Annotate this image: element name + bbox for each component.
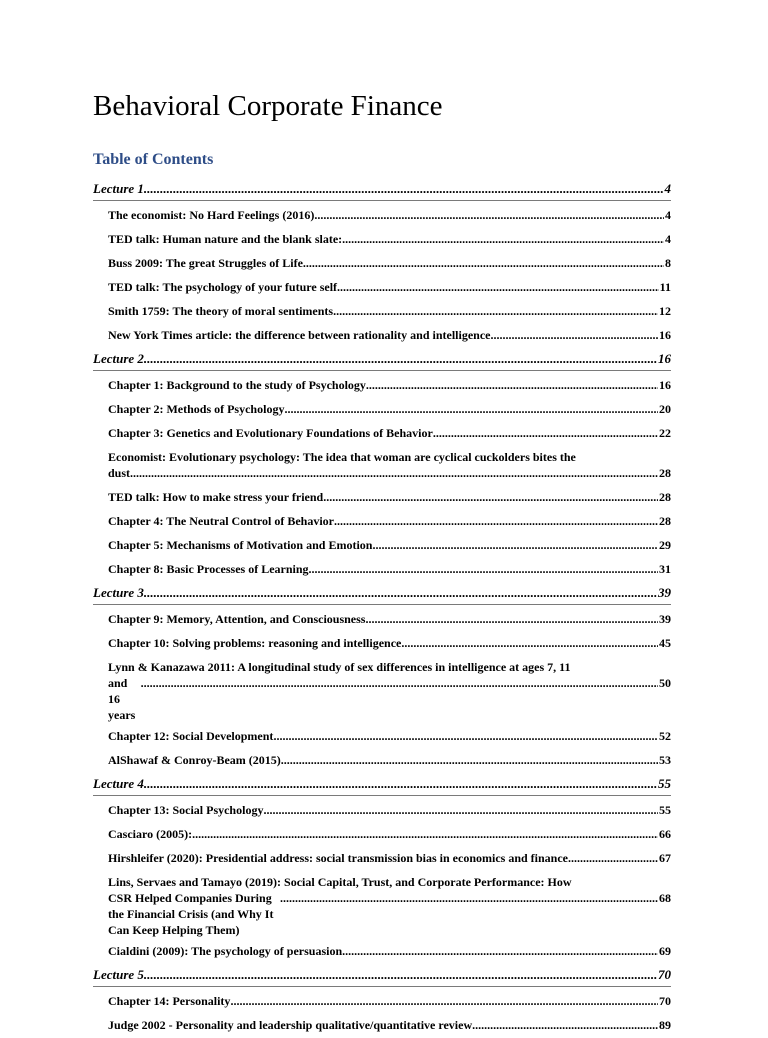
toc-item-entry[interactable] [93,252,671,276]
dot-leader [130,465,658,481]
toc-item-entry[interactable] [93,871,671,938]
dot-leader [314,207,664,223]
toc-item-entry[interactable] [93,656,671,723]
toc-entry-page: 50 [659,676,671,690]
toc-entry-page: 29 [659,538,671,552]
toc-entry-label: Chapter 4: The Neutral Control of Behavior [108,514,334,528]
toc-entry-page: 39 [658,585,671,600]
toc-entry-page: 28 [659,466,671,480]
toc-item-entry[interactable] [93,990,671,1014]
dot-leader [284,401,658,417]
toc-entry-label: Lecture 4 [93,776,144,791]
toc-entry-page: 53 [659,753,671,767]
toc-entry-label: Smith 1759: The theory of moral sentiments [108,304,334,318]
dot-leader [144,582,657,604]
toc-entry-label: Lecture 1 [93,181,144,196]
toc-item-entry[interactable] [93,847,671,871]
toc-entry-page: 16 [659,378,671,392]
toc-item-entry[interactable] [93,632,671,656]
toc-entry-page: 45 [659,636,671,650]
toc-entry-page: 28 [659,514,671,528]
dot-leader [263,802,658,818]
toc-entry-page: 8 [665,256,671,270]
toc-entry-label: Chapter 12: Social Development [108,729,274,743]
toc-entry-label: Judge 2002 - Personality and leadership qualitative/quantitative review [108,1018,473,1032]
toc-entry-label: Chapter 9: Memory, Attention, and Consciousness [108,612,366,626]
dot-leader [273,728,658,744]
toc-entry-label: Lecture 3 [93,585,144,600]
toc-heading: Table of Contents [93,151,214,168]
dot-leader [141,675,658,691]
toc-item-entry[interactable] [93,725,671,749]
dot-leader [490,327,658,343]
dot-leader [334,513,658,529]
toc-item-entry[interactable] [93,510,671,534]
dot-leader [144,773,657,795]
dot-leader [323,489,658,505]
toc-entry-page: 16 [658,351,671,366]
toc-entry-page: 52 [659,729,671,743]
toc-lecture-entry[interactable] [93,348,671,371]
toc-entry-page: 69 [659,944,671,958]
toc-entry-label: Buss 2009: The great Struggles of Life [108,256,303,270]
dot-leader [303,255,664,271]
toc-item-entry[interactable] [93,1014,671,1038]
toc-entry-label-line2: and 16 years [108,676,136,722]
toc-entry-label: Chapter 5: Mechanisms of Motivation and Emotion [108,538,373,552]
dot-leader [401,635,658,651]
dot-leader [280,890,658,906]
toc-entry-page: 12 [659,304,671,318]
toc-entry-label: TED talk: The psychology of your future self [108,280,338,294]
dot-leader [342,943,658,959]
toc-item-entry[interactable] [93,558,671,582]
toc-entry-page: 11 [659,280,671,294]
dot-leader [365,611,658,627]
toc-entry-label-line1: Lins, Servaes and Tamayo (2019): Social Capital, Trust, and Corporate Performance: How [108,875,572,889]
toc-lecture-entry[interactable] [93,964,671,987]
toc-entry-page: 70 [658,967,671,982]
toc-lecture-entry[interactable] [93,773,671,796]
toc-entry-page: 20 [659,402,671,416]
dot-leader [192,826,658,842]
toc-entry-page: 31 [659,562,671,576]
toc-item-entry[interactable] [93,324,671,348]
dot-leader [333,303,658,319]
toc-entry-label: Hirshleifer (2020): Presidential address: social transmission bias in economics and finance. [108,851,572,865]
toc-entry-page: 89 [659,1018,671,1032]
toc-item-entry[interactable] [93,799,671,823]
dot-leader [337,279,659,295]
toc-item-entry[interactable] [93,300,671,324]
toc-item-entry[interactable] [93,276,671,300]
toc-entry-page: 28 [659,490,671,504]
toc-entry-label: The economist: No Hard Feelings (2016) [108,208,315,222]
toc-entry-page: 22 [659,426,671,440]
dot-leader [309,561,658,577]
toc-item-entry[interactable] [93,228,671,252]
toc-entry-label: Chapter 14: Personality [108,994,231,1008]
toc-item-entry[interactable] [93,486,671,510]
toc-lecture-entry[interactable] [93,582,671,605]
toc-entry-page: 4 [665,208,671,222]
toc-entry-page: 4 [665,232,671,246]
toc-entry-page: 55 [659,803,671,817]
toc-entry-label: TED talk: How to make stress your friend [108,490,324,504]
toc-entry-label: Cialdini (2009): The psychology of persuasion [108,944,343,958]
toc-entry-label: Chapter 13: Social Psychology [108,803,264,817]
toc-item-entry[interactable] [93,204,671,228]
toc-entry-label-line1: Economist: Evolutionary psychology: The idea that woman are cyclical cuckolders bites the [108,450,576,464]
dot-leader [472,1017,658,1033]
dot-leader [144,964,657,986]
dot-leader [144,178,664,200]
dot-leader [372,537,658,553]
toc-lecture-entry[interactable] [93,178,671,201]
toc-item-entry[interactable] [93,608,671,632]
toc-entry-label: Chapter 2: Methods of Psychology [108,402,285,416]
toc-entry-page: 67 [659,851,671,865]
toc-item-entry[interactable] [93,398,671,422]
toc-item-entry[interactable] [93,823,671,847]
toc-entry-page: 39 [659,612,671,626]
toc-entry-page: 4 [664,181,671,196]
toc-entry-label: Lecture 5 [93,967,144,982]
toc-entry-label: Chapter 3: Genetics and Evolutionary Foundations of Behavior [108,426,433,440]
toc-entry-page: 55 [658,776,671,791]
toc-entry-label: TED talk: Human nature and the blank slate: [108,232,343,246]
toc-entry-label: Chapter 1: Background to the study of Psychology [108,378,366,392]
dot-leader [281,752,658,768]
dot-leader [230,993,658,1009]
toc-entry-page: 16 [659,328,671,342]
toc-item-entry[interactable] [93,534,671,558]
toc-entry-label-line2: dust [108,466,131,480]
toc-entry-label: Chapter 10: Solving problems: reasoning and intelligence [108,636,402,650]
toc-entry-label: Lecture 2 [93,351,144,366]
toc-entry-label: AlShawaf & Conroy-Beam (2015) [108,753,281,767]
toc-entry-label-line2: CSR Helped Companies During the Financial Crisis (and Why It Can Keep Helping Them) [108,891,274,937]
toc-entry-page: 70 [659,994,671,1008]
toc-item-entry[interactable] [93,446,671,484]
toc-entry-label-line1: Lynn & Kanazawa 2011: A longitudinal study of sex differences in intelligence at ages 7, 11 [108,660,571,674]
dot-leader [433,425,658,441]
document-title: Behavioral Corporate Finance [93,90,443,122]
toc-entry-label: New York Times article: the difference between rationality and intelligence [108,328,491,342]
toc-entry-page: 68 [659,891,671,905]
toc-item-entry[interactable] [93,940,671,964]
toc-item-entry[interactable] [93,749,671,773]
table-of-contents [93,178,671,1038]
dot-leader [342,231,664,247]
dot-leader [571,850,658,866]
toc-item-entry[interactable] [93,374,671,398]
toc-entry-page: 66 [659,827,671,841]
toc-item-entry[interactable] [93,422,671,446]
dot-leader [144,348,657,370]
dot-leader [366,377,658,393]
toc-entry-label: Chapter 8: Basic Processes of Learning [108,562,309,576]
toc-entry-label: Casciaro (2005): [108,827,193,841]
